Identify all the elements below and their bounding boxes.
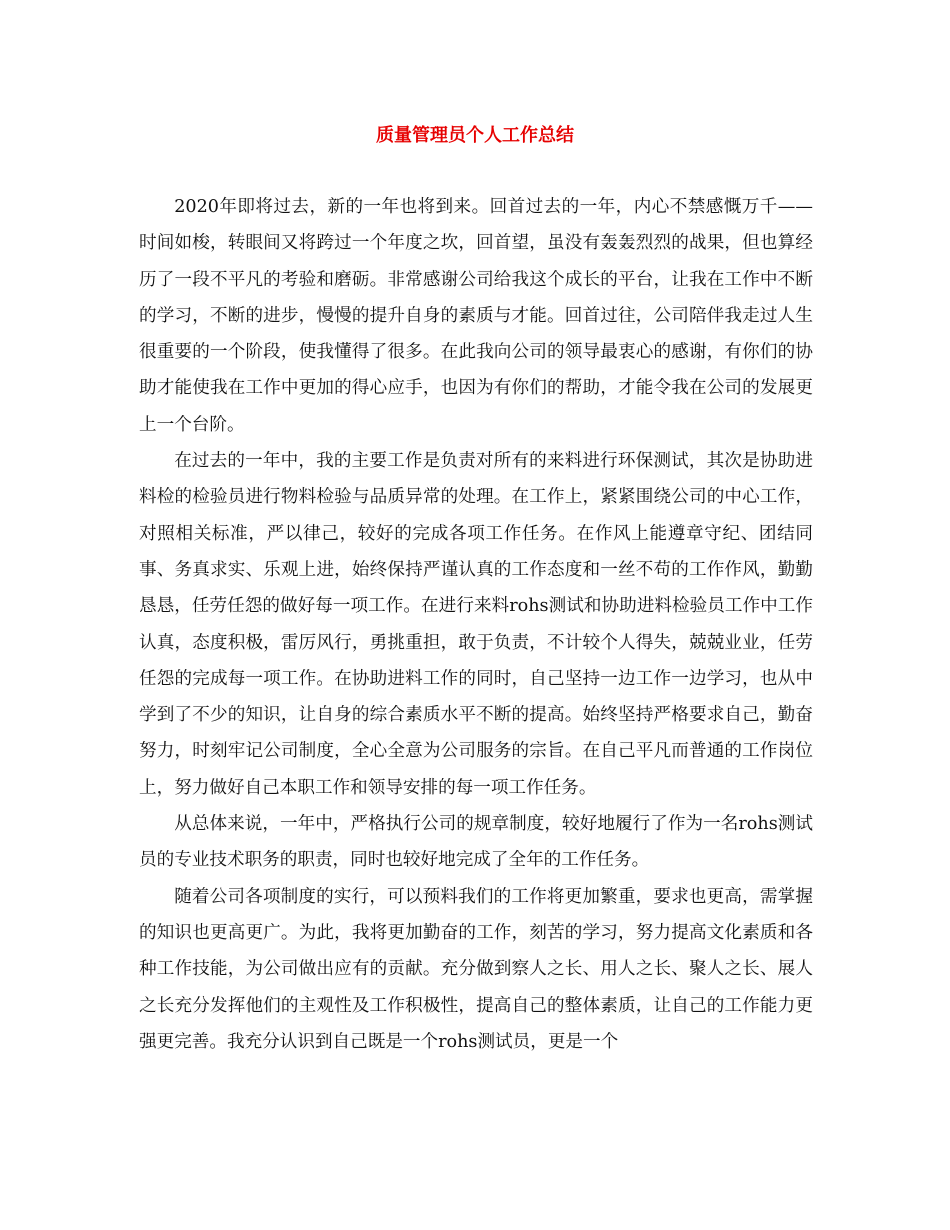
paragraph-4: 随着公司各项制度的实行，可以预料我们的工作将更加繁重，要求也更高，需掌握的知识也更高更广。为此，我将更加勤奋的工作，刻苦的学习，努力提高文化素质和各种工作技能，为公司做出应有的贡献。充分做到察人之长、用人之长、聚人之长、展人之长充分发挥他们的主观性及工作积极性，提高自己的整体素质，让自己的工作能力更强更完善。我充分认识到自己既是一个rohs测试员，更是一个: [139, 886, 813, 1052]
document-title: 质量管理员个人工作总结: [376, 125, 574, 146]
paragraph-3: 从总体来说，一年中，严格执行公司的规章制度，较好地履行了作为一名rohs测试员的专业技术职务的职责，同时也较好地完成了全年的工作任务。: [139, 814, 813, 871]
document-body: [139, 189, 813, 1060]
paragraph-1: 2020年即将过去，新的一年也将到来。回首过去的一年，内心不禁感慨万千——时间如梭，转眼间又将跨过一个年度之坎，回首望，虽没有轰轰烈烈的战果，但也算经历了一段不平凡的考验和磨砺。非常感谢公司给我这个成长的平台，让我在工作中不断的学习，不断的进步，慢慢的提升自身的素质与才能。回首过往，公司陪伴我走过人生很重要的一个阶段，使我懂得了很多。在此我向公司的领导最衷心的感谢，有你们的协助才能使我在工作中更加的得心应手，也因为有你们的帮助，才能令我在公司的发展更上一个台阶。: [139, 197, 813, 435]
paragraph-2: 在过去的一年中，我的主要工作是负责对所有的来料进行环保测试，其次是协助进料检的检验员进行物料检验与品质异常的处理。在工作上，紧紧围绕公司的中心工作，对照相关标准，严以律己，较好的完成各项工作任务。在作风上能遵章守纪、团结同事、务真求实、乐观上进，始终保持严谨认真的工作态度和一丝不苟的工作作风，勤勤恳恳，任劳任怨的做好每一项工作。在进行来料rohs测试和协助进料检验员工作中工作认真，态度积极，雷厉风行，勇挑重担，敢于负责，不计较个人得失，兢兢业业，任劳任怨的完成每一项工作。在协助进料工作的同时，自己坚持一边工作一边学习，也从中学到了不少的知识，让自身的综合素质水平不断的提高。始终坚持严格要求自己，勤奋努力，时刻牢记公司制度，全心全意为公司服务的宗旨。在自己平凡而普通的工作岗位上，努力做好自己本职工作和领导安排的每一项工作任务。: [139, 451, 813, 798]
